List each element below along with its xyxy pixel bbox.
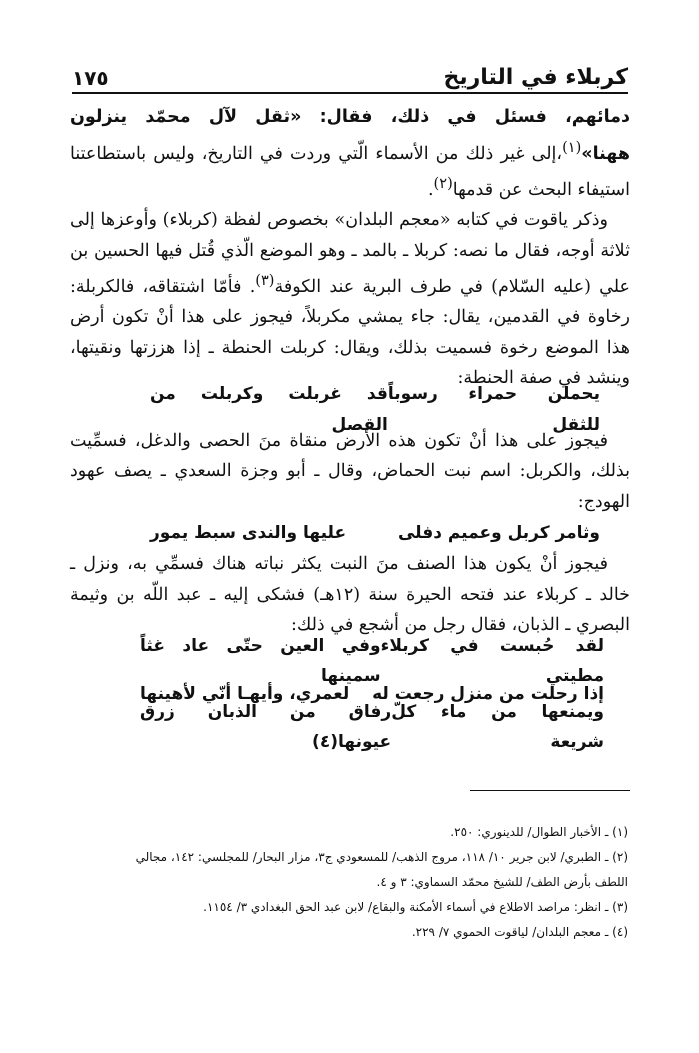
running-title: كربلاء في التاريخ: [443, 65, 628, 90]
footnote-ref-2: (٢): [433, 174, 453, 192]
paragraph-1: [70, 102, 630, 205]
poem-line: [70, 635, 630, 687]
paragraph-2-text-b: . فأمّا اشتقاقه، فالكربلة: رخاوة في القدمين، يقال: جاء يمشي مكربلاً، فيجوز على هذا أنْ تكون أرض هذا الموضع رخوة فسميت بذلك، ويقال: كربلت الحنطة ـ إذا هززتها ونقيتها، وينشد في صفة الحنطة:: [70, 276, 630, 389]
poem-line-right: لقد حُبست في كربلاء مطيتي: [380, 635, 604, 687]
page-header: [72, 60, 628, 90]
poem-line-right: ويمنعها من ماء كلّ شريعة: [391, 701, 604, 753]
body-text: [70, 102, 630, 753]
footnote-2: (٢) ـ الطبري/ لابن جرير ١٠/ ١١٨، مروج الذهب/ للمسعودي ج٣، مزار البحار/ للمجلسي: ١٤٢، مجالي: [135, 850, 628, 864]
poem: [70, 635, 630, 753]
paragraph-4: فيجوز أنْ يكون هذا الصنف منَ النبت يكثر نباته هناك فسمِّي به، ونزل ـ خالد ـ كربلاء عند فتحه الحيرة سنة (١٢هـ) فشكى إليه ـ عبد اللّه بن وثيمة البصري ـ الذبان، فقال رجل من أشجع في ذلك:: [70, 554, 630, 636]
footnote-2-continued: اللطف بأرض الطف/ للشيخ محمّد السماوي: ٣ و ٤.: [376, 875, 628, 889]
footnote-ref-1: (١): [562, 138, 582, 156]
verse-2-right: وثامر كربل وعميم دفلى: [397, 523, 600, 544]
poem-line-left: لعمري، وأيهـا أنّي لأهينها: [140, 684, 350, 705]
paragraph-1-bold: دمائهم، فسئل في ذلك، فقال: «ثقل لآل محمّد ينزلون ههنا»: [70, 107, 630, 164]
verse-2-left: عليها والندى سبط يمور: [150, 523, 347, 544]
paragraph-2: [70, 205, 630, 394]
verse-1-right: يحملن حمراء رسوباً للثقل: [387, 384, 600, 435]
footnote-3: (٣) ـ انظر: مراصد الاطلاع في أسماء الأمكنة والبقاع/ لابن عبد الحق البغدادي ٣/ ١١٥٤.: [203, 900, 628, 914]
poem-line-right: إذا رحلت من منزل رجعت له: [372, 684, 604, 705]
poem-line-left: رفاق من الذبان زرق عيونها(٤): [140, 701, 392, 753]
header-rule: [72, 92, 628, 94]
footnote-separator: [470, 790, 630, 791]
verse-1-left: قد غربلت وكربلت من القصل: [150, 384, 388, 435]
paragraph-1-text: ،إلى غير ذلك من الأسماء الّتي وردت في التاريخ، وليس باستطاعتنا استيفاء البحث عن قدمها: [70, 143, 630, 200]
poem-line-left: وفي العين حتّى عاد غثاً سمينها: [140, 635, 381, 687]
poem-line: [70, 701, 630, 753]
footnote-4: (٤) ـ معجم البلدان/ لياقوت الحموي ٧/ ٢٢٩.: [411, 925, 628, 939]
verse-2: [70, 517, 630, 549]
footnotes: [80, 820, 628, 945]
page-number: ١٧٥: [72, 66, 109, 90]
paragraph-3: فيجوز على هذا أنْ تكون هذه الأرض منقاة منَ الحصى والدغل، فسمِّيت بذلك، والكربل: اسم نبت الحماض، وقال ـ أبو وجزة السعدي ـ يصف عهود الهودج:: [70, 430, 630, 512]
paragraph-1-end: .: [427, 179, 434, 200]
paragraph-2-text-a: وذكر ياقوت في كتابه «معجم البلدان» بخصوص لفظة (كربلاء) وأوعزها إلى ثلاثة أوجه، فقال ما نصه: كربلا ـ بالمد ـ وهو الموضع الّذي قُتل فيها الحسين بن علي (عليه السّلام) في طرف البرية عند الكوفة: [70, 210, 630, 297]
footnote-1: (١) ـ الأخبار الطوال/ للدينوري: ٢٥٠.: [450, 825, 628, 839]
footnote-ref-3: (٣): [255, 272, 275, 290]
verse-1: [70, 384, 630, 435]
